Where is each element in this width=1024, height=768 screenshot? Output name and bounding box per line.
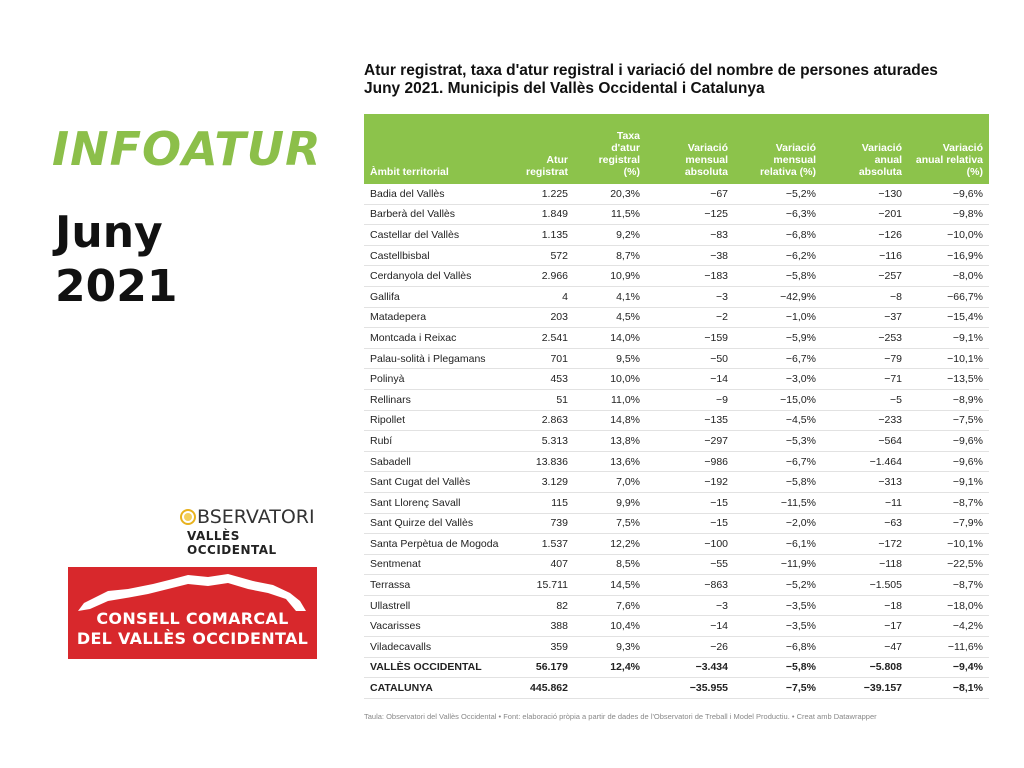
value-cell: 739	[512, 513, 574, 534]
value-cell: −6,1%	[734, 534, 822, 555]
value-cell: −313	[822, 472, 908, 493]
value-cell: 359	[512, 637, 574, 658]
value-cell: −8,7%	[908, 492, 989, 513]
column-header-line: mensual	[773, 154, 816, 166]
consell-line2: DEL VALLÈS OCCIDENTAL	[76, 629, 309, 648]
value-cell: −26	[646, 637, 734, 658]
value-cell: 13,8%	[574, 431, 646, 452]
value-cell: 12,2%	[574, 534, 646, 555]
value-cell: −35.955	[646, 678, 734, 699]
value-cell: −5,2%	[734, 184, 822, 204]
value-cell: −4,2%	[908, 616, 989, 637]
value-cell: 4,1%	[574, 286, 646, 307]
value-cell: 453	[512, 369, 574, 390]
table-row	[364, 307, 989, 328]
value-cell: −3	[646, 286, 734, 307]
period-month: Juny	[55, 207, 163, 258]
value-cell: −5,8%	[734, 657, 822, 678]
table-row	[364, 245, 989, 266]
value-cell: 8,5%	[574, 554, 646, 575]
territory-cell: Castellar del Vallès	[364, 225, 512, 246]
value-cell: −18	[822, 595, 908, 616]
value-cell: −125	[646, 204, 734, 225]
value-cell: −1.464	[822, 451, 908, 472]
unemployment-table	[364, 114, 989, 699]
value-cell: 9,2%	[574, 225, 646, 246]
value-cell: 9,5%	[574, 348, 646, 369]
value-cell: −3	[646, 595, 734, 616]
value-cell: 701	[512, 348, 574, 369]
value-cell: −67	[646, 184, 734, 204]
column-header-line: Taxa	[616, 130, 640, 142]
territory-cell: Castellbisbal	[364, 245, 512, 266]
territory-cell: Rubí	[364, 431, 512, 452]
territory-cell: Polinyà	[364, 369, 512, 390]
territory-cell: Matadepera	[364, 307, 512, 328]
value-cell: −2	[646, 307, 734, 328]
value-cell: −8,7%	[908, 575, 989, 596]
table-row	[364, 225, 989, 246]
territory-cell: Sant Cugat del Vallès	[364, 472, 512, 493]
value-cell: −10,0%	[908, 225, 989, 246]
value-cell: 20,3%	[574, 184, 646, 204]
value-cell: −135	[646, 410, 734, 431]
value-cell: −9,6%	[908, 451, 989, 472]
column-header-line: anual	[874, 154, 902, 166]
column-header-line: Variació	[861, 142, 902, 154]
column-header-line: Variació	[775, 142, 816, 154]
value-cell: 13,6%	[574, 451, 646, 472]
value-cell: 10,9%	[574, 266, 646, 287]
period-label	[55, 206, 177, 314]
territory-cell: Sant Llorenç Savall	[364, 492, 512, 513]
value-cell: −50	[646, 348, 734, 369]
value-cell: −42,9%	[734, 286, 822, 307]
value-cell: −3,0%	[734, 369, 822, 390]
infoatur-title: INFOATUR	[52, 122, 322, 176]
value-cell: 2.541	[512, 328, 574, 349]
value-cell: −3,5%	[734, 595, 822, 616]
column-header-line: anual relativa	[915, 154, 983, 166]
value-cell: −257	[822, 266, 908, 287]
value-cell: −17	[822, 616, 908, 637]
value-cell: −1.505	[822, 575, 908, 596]
value-cell: −22,5%	[908, 554, 989, 575]
value-cell: −5,3%	[734, 431, 822, 452]
value-cell: 2.863	[512, 410, 574, 431]
value-cell: 572	[512, 245, 574, 266]
table-row	[364, 410, 989, 431]
value-cell: −159	[646, 328, 734, 349]
table-row	[364, 286, 989, 307]
value-cell: −5.808	[822, 657, 908, 678]
column-header-line: Variació	[687, 142, 728, 154]
value-cell: −192	[646, 472, 734, 493]
value-cell: 445.862	[512, 678, 574, 699]
territory-cell: Montcada i Reixac	[364, 328, 512, 349]
value-cell: −9,4%	[908, 657, 989, 678]
value-cell: 9,3%	[574, 637, 646, 658]
column-header-line: Atur	[546, 154, 568, 166]
value-cell: 7,0%	[574, 472, 646, 493]
value-cell: −6,8%	[734, 637, 822, 658]
value-cell: −3.434	[646, 657, 734, 678]
table-source: Taula: Observatori del Vallès Occidental • Font: elaboració pròpia a partir de dades de l'Observatori de Treball i Model Productiu. • Creat amb Datawrapper	[364, 711, 877, 721]
table-subtitle: Juny 2021. Municipis del Vallès Occidental i Catalunya	[364, 80, 765, 97]
table-row	[364, 184, 989, 204]
value-cell: −6,3%	[734, 204, 822, 225]
value-cell: −8	[822, 286, 908, 307]
value-cell: −564	[822, 431, 908, 452]
territory-cell: Ullastrell	[364, 595, 512, 616]
value-cell: −9,1%	[908, 472, 989, 493]
value-cell: 1.135	[512, 225, 574, 246]
observatori-logo-line2: VALLÈS OCCIDENTAL	[187, 529, 277, 557]
value-cell: 1.849	[512, 204, 574, 225]
territory-cell: Sant Quirze del Vallès	[364, 513, 512, 534]
table-row	[364, 616, 989, 637]
value-cell: −3,5%	[734, 616, 822, 637]
value-cell: −5,8%	[734, 472, 822, 493]
value-cell: −55	[646, 554, 734, 575]
value-cell: −15,4%	[908, 307, 989, 328]
value-cell: 7,6%	[574, 595, 646, 616]
consell-line1: CONSELL COMARCAL	[96, 609, 289, 628]
value-cell: −38	[646, 245, 734, 266]
table-row	[364, 328, 989, 349]
value-cell: −15	[646, 492, 734, 513]
value-cell: 115	[512, 492, 574, 513]
value-cell: 1.537	[512, 534, 574, 555]
value-cell: 3.129	[512, 472, 574, 493]
value-cell: −15	[646, 513, 734, 534]
value-cell: 4,5%	[574, 307, 646, 328]
value-cell: −18,0%	[908, 595, 989, 616]
territory-cell: Ripollet	[364, 410, 512, 431]
column-header-line: d'atur	[611, 142, 640, 154]
value-cell: −6,2%	[734, 245, 822, 266]
consell-comarcal-text	[68, 609, 317, 649]
territory-cell: Palau-solità i Plegamans	[364, 348, 512, 369]
territory-cell: Cerdanyola del Vallès	[364, 266, 512, 287]
value-cell: 56.179	[512, 657, 574, 678]
territory-cell: CATALUNYA	[364, 678, 512, 699]
value-cell: −6,7%	[734, 348, 822, 369]
value-cell: −1,0%	[734, 307, 822, 328]
value-cell: 51	[512, 389, 574, 410]
column-header-5	[822, 114, 908, 184]
value-cell: 8,7%	[574, 245, 646, 266]
table-row	[364, 389, 989, 410]
value-cell: −47	[822, 637, 908, 658]
value-cell: −9,8%	[908, 204, 989, 225]
column-header-line: Variació	[942, 142, 983, 154]
value-cell: −14	[646, 369, 734, 390]
territory-cell: Badia del Vallès	[364, 184, 512, 204]
column-header-line: mensual	[685, 154, 728, 166]
table-row	[364, 513, 989, 534]
table-total-row	[364, 657, 989, 678]
territory-cell: Barberà del Vallès	[364, 204, 512, 225]
value-cell: 388	[512, 616, 574, 637]
value-cell: −6,7%	[734, 451, 822, 472]
value-cell: −7,5%	[734, 678, 822, 699]
value-cell: 10,4%	[574, 616, 646, 637]
column-header-line: relativa (%)	[759, 166, 816, 178]
value-cell: −183	[646, 266, 734, 287]
column-header-2	[574, 114, 646, 184]
observatori-logo-text: BSERVATORI	[197, 506, 315, 528]
value-cell: −83	[646, 225, 734, 246]
value-cell: −201	[822, 204, 908, 225]
table-row	[364, 431, 989, 452]
table-row	[364, 534, 989, 555]
observatori-logo-line1	[180, 506, 320, 528]
value-cell: 13.836	[512, 451, 574, 472]
value-cell: −5,8%	[734, 266, 822, 287]
value-cell: −7,5%	[908, 410, 989, 431]
value-cell: −116	[822, 245, 908, 266]
column-header-line: Àmbit territorial	[370, 166, 449, 178]
territory-cell: Terrassa	[364, 575, 512, 596]
value-cell: −63	[822, 513, 908, 534]
unemployment-table-panel	[364, 62, 989, 721]
value-cell: −253	[822, 328, 908, 349]
territory-cell: VALLÈS OCCIDENTAL	[364, 657, 512, 678]
column-header-line: absoluta	[858, 166, 902, 178]
value-cell: −986	[646, 451, 734, 472]
value-cell: −66,7%	[908, 286, 989, 307]
value-cell: 10,0%	[574, 369, 646, 390]
column-header-line: absoluta	[684, 166, 728, 178]
territory-cell: Sentmenat	[364, 554, 512, 575]
period-year: 2021	[55, 261, 178, 312]
value-cell: −7,9%	[908, 513, 989, 534]
value-cell: −14	[646, 616, 734, 637]
value-cell: −10,1%	[908, 348, 989, 369]
value-cell: −9	[646, 389, 734, 410]
table-header	[364, 114, 989, 184]
value-cell: −6,8%	[734, 225, 822, 246]
value-cell: 82	[512, 595, 574, 616]
table-row	[364, 492, 989, 513]
value-cell: −13,5%	[908, 369, 989, 390]
territory-cell: Rellinars	[364, 389, 512, 410]
value-cell: 14,5%	[574, 575, 646, 596]
table-title: Atur registrat, taxa d'atur registral i variació del nombre de persones aturades	[364, 62, 938, 79]
value-cell	[574, 678, 646, 699]
value-cell: −126	[822, 225, 908, 246]
table-row	[364, 451, 989, 472]
consell-comarcal-logo	[68, 567, 317, 659]
value-cell: −233	[822, 410, 908, 431]
value-cell: 5.313	[512, 431, 574, 452]
column-header-6	[908, 114, 989, 184]
value-cell: −2,0%	[734, 513, 822, 534]
table-total-row	[364, 678, 989, 699]
value-cell: −5,2%	[734, 575, 822, 596]
value-cell: −11,5%	[734, 492, 822, 513]
value-cell: −8,1%	[908, 678, 989, 699]
table-row	[364, 348, 989, 369]
value-cell: 14,8%	[574, 410, 646, 431]
table-row	[364, 575, 989, 596]
value-cell: −4,5%	[734, 410, 822, 431]
value-cell: −130	[822, 184, 908, 204]
value-cell: −5,9%	[734, 328, 822, 349]
table-row	[364, 554, 989, 575]
value-cell: −5	[822, 389, 908, 410]
column-header-3	[646, 114, 734, 184]
value-cell: 12,4%	[574, 657, 646, 678]
column-header-line: (%)	[623, 166, 640, 178]
value-cell: −16,9%	[908, 245, 989, 266]
value-cell: −100	[646, 534, 734, 555]
value-cell: −118	[822, 554, 908, 575]
value-cell: −172	[822, 534, 908, 555]
value-cell: −8,0%	[908, 266, 989, 287]
value-cell: −9,6%	[908, 184, 989, 204]
table-row	[364, 472, 989, 493]
value-cell: −10,1%	[908, 534, 989, 555]
territory-cell: Sabadell	[364, 451, 512, 472]
value-cell: 407	[512, 554, 574, 575]
table-row	[364, 369, 989, 390]
column-header-line: (%)	[966, 166, 983, 178]
value-cell: −11,9%	[734, 554, 822, 575]
value-cell: 11,0%	[574, 389, 646, 410]
value-cell: 11,5%	[574, 204, 646, 225]
value-cell: −37	[822, 307, 908, 328]
territory-cell: Viladecavalls	[364, 637, 512, 658]
value-cell: −15,0%	[734, 389, 822, 410]
territory-cell: Gallifa	[364, 286, 512, 307]
table-body	[364, 184, 989, 698]
value-cell: −71	[822, 369, 908, 390]
value-cell: 2.966	[512, 266, 574, 287]
column-header-line: registral	[598, 154, 640, 166]
observatori-logo	[180, 506, 320, 557]
value-cell: 9,9%	[574, 492, 646, 513]
value-cell: 7,5%	[574, 513, 646, 534]
observatori-circle-icon	[180, 509, 196, 525]
table-header-row	[364, 114, 989, 184]
table-row	[364, 595, 989, 616]
table-row	[364, 637, 989, 658]
column-header-4	[734, 114, 822, 184]
column-header-0	[364, 114, 512, 184]
value-cell: 1.225	[512, 184, 574, 204]
value-cell: −8,9%	[908, 389, 989, 410]
table-row	[364, 266, 989, 287]
value-cell: −11	[822, 492, 908, 513]
column-header-1	[512, 114, 574, 184]
value-cell: −9,6%	[908, 431, 989, 452]
value-cell: 14,0%	[574, 328, 646, 349]
value-cell: 4	[512, 286, 574, 307]
value-cell: −79	[822, 348, 908, 369]
value-cell: −863	[646, 575, 734, 596]
territory-cell: Santa Perpètua de Mogoda	[364, 534, 512, 555]
value-cell: −11,6%	[908, 637, 989, 658]
value-cell: −9,1%	[908, 328, 989, 349]
territory-cell: Vacarisses	[364, 616, 512, 637]
value-cell: −39.157	[822, 678, 908, 699]
value-cell: −297	[646, 431, 734, 452]
table-row	[364, 204, 989, 225]
value-cell: 203	[512, 307, 574, 328]
column-header-line: registrat	[525, 166, 568, 178]
value-cell: 15.711	[512, 575, 574, 596]
